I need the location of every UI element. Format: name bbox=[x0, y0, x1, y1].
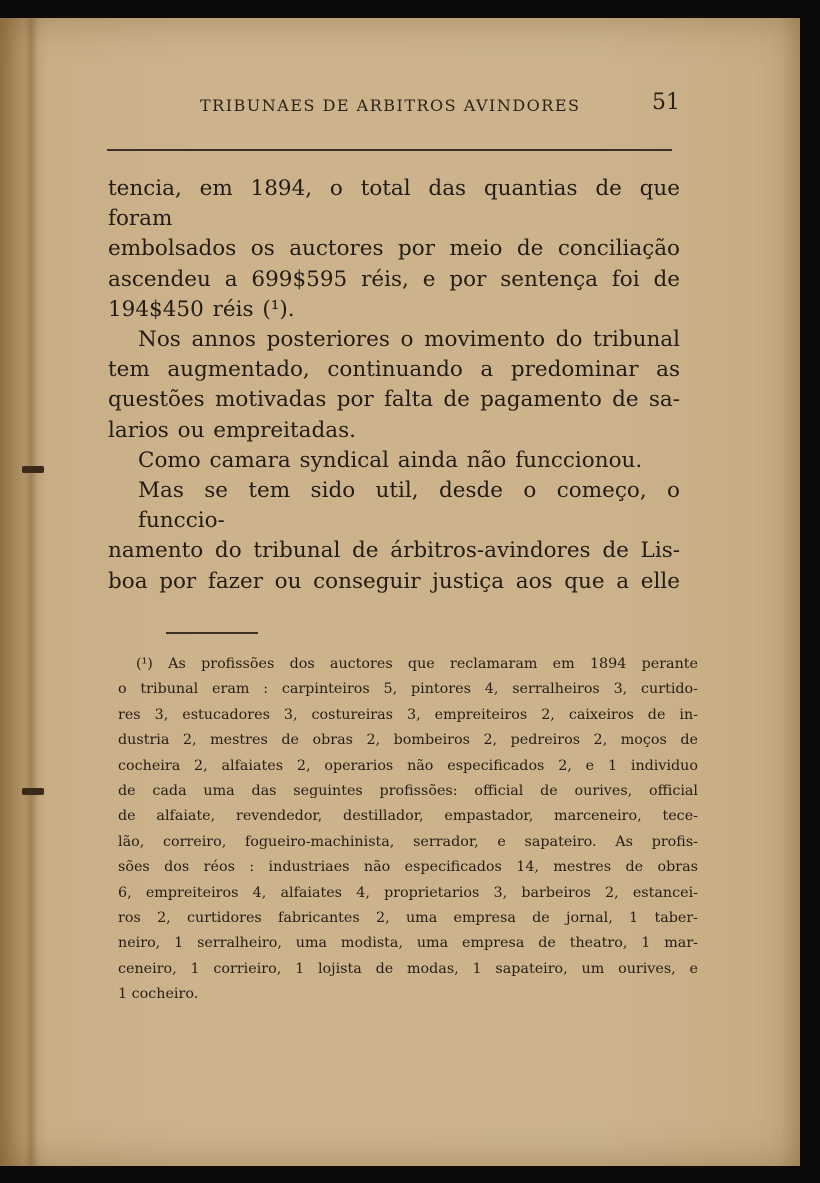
body-line: Mas se tem sido util, desde o começo, o funccio- bbox=[138, 478, 680, 534]
footnote-line: 6, empreiteiros 4, alfaiates 4, proprietarios 3, barbeiros 2, estancei- bbox=[118, 884, 698, 901]
page-spine-shadow bbox=[24, 18, 38, 1166]
footnote-line: res 3, estucadores 3, costureiras 3, empreiteiros 2, caixeiros de in- bbox=[118, 706, 698, 723]
body-line: ascendeu a 699$595 réis, e por sentença foi de bbox=[108, 266, 680, 292]
footnote-line: 1 cocheiro. bbox=[118, 986, 199, 1003]
footnote-line: dustria 2, mestres de obras 2, bombeiros 2, pedreiros 2, moços de bbox=[118, 732, 698, 749]
footnote-line: (¹) As profissões dos auctores que reclamaram em 1894 perante bbox=[136, 656, 698, 672]
footnote-line: cocheira 2, alfaiates 2, operarios não especificados 2, e 1 individuo bbox=[118, 757, 698, 774]
footnote-line: ros 2, curtidores fabricantes 2, uma empresa de jornal, 1 taber- bbox=[118, 910, 698, 927]
footnote-line: neiro, 1 serralheiro, uma modista, uma empresa de theatro, 1 mar- bbox=[118, 935, 698, 952]
body-line: embolsados os auctores por meio de conciliação bbox=[108, 236, 680, 262]
book-page bbox=[0, 18, 800, 1166]
footnote-line: sões dos réos : industriaes não especificados 14, mestres de obras bbox=[118, 859, 698, 876]
header-rule bbox=[107, 149, 672, 151]
footnote-rule bbox=[166, 632, 258, 634]
footnote-line: de cada uma das seguintes profissões: official de ourives, official bbox=[118, 783, 698, 800]
footnote-line: ceneiro, 1 corrieiro, 1 lojista de modas, 1 sapateiro, um ourives, e bbox=[118, 960, 698, 977]
body-line: boa por fazer ou conseguir justiça aos que a elle bbox=[108, 568, 680, 594]
body-line: namento do tribunal de árbitros-avindores de Lis- bbox=[108, 538, 680, 564]
binding-mark bbox=[22, 788, 44, 795]
body-line: questões motivadas por falta de pagamento de sa- bbox=[108, 387, 680, 413]
running-header bbox=[200, 90, 680, 115]
page-number: 51 bbox=[652, 90, 680, 115]
footnote-line: de alfaiate, revendedor, destillador, empastador, marceneiro, tece- bbox=[118, 808, 698, 825]
body-line: Como camara syndical ainda não funccionou. bbox=[138, 447, 643, 473]
footnote-line: lão, correiro, fogueiro-machinista, serrador, e sapateiro. As profis- bbox=[118, 833, 698, 850]
body-text bbox=[108, 174, 680, 597]
footnote-line: o tribunal eram : carpinteiros 5, pintores 4, serralheiros 3, curtido- bbox=[118, 681, 698, 698]
body-line: Nos annos posteriores o movimento do tribunal bbox=[138, 327, 680, 353]
footnote bbox=[118, 652, 698, 1008]
body-line: 194$450 réis (¹). bbox=[108, 296, 295, 322]
body-line: tem augmentado, continuando a predominar as bbox=[108, 357, 680, 383]
body-line: larios ou empreitadas. bbox=[108, 417, 356, 443]
binding-mark bbox=[22, 466, 44, 473]
body-line: tencia, em 1894, o total das quantias de que foram bbox=[108, 176, 680, 232]
running-title: TRIBUNAES DE ARBITROS AVINDORES bbox=[200, 96, 581, 115]
